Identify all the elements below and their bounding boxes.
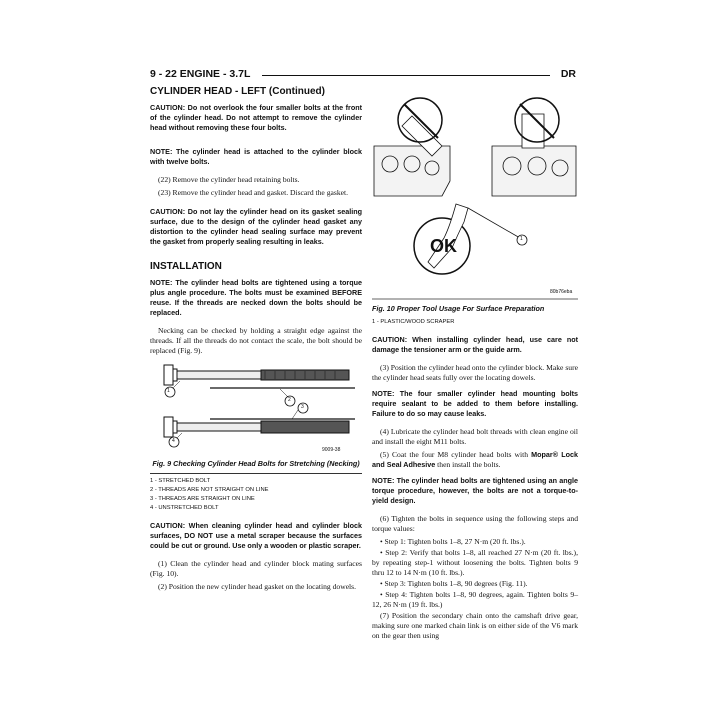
step-1: (1) Clean the cylinder head and cylinder block mating surfaces (Fig. 10). — [150, 559, 362, 578]
step-3: (3) Position the cylinder head onto the cylinder block. Make sure the cylinder head seats fully over the locating dowels. — [372, 363, 578, 382]
scraper-illustration — [372, 86, 578, 302]
figure-9-ref: 9009-38 — [322, 447, 341, 453]
figure-9 — [150, 359, 362, 457]
ok-label: OK — [430, 236, 457, 256]
step-5: (5) Coat the four M8 cylinder head bolts with Mopar® Lock and Seal Adhesive then install the bolts. — [372, 450, 578, 469]
legend-item: 1 - PLASTIC/WOOD SCRAPER — [372, 319, 455, 325]
bolt-stretch-illustration — [150, 359, 362, 457]
callout-1: 1 — [520, 236, 523, 242]
note-twelve-bolts: NOTE: The cylinder head is attached to the cylinder block with twelve bolts. — [150, 147, 362, 166]
figure-9-legend — [150, 477, 362, 513]
page-reference: 9 - 22 ENGINE - 3.7L — [150, 68, 251, 80]
figure-10-legend — [372, 318, 578, 327]
caution-metal-scraper: CAUTION: When cleaning cylinder head and cylinder block surfaces, DO NOT use a metal scraper because the surfaces could be cut or ground. Use only a wooden or plastic scraper. — [150, 521, 362, 550]
left-column — [150, 86, 362, 595]
section-code: DR — [560, 68, 576, 80]
caution-tensioner-arm: CAUTION: When installing cylinder head, use care not damage the tensioner arm or the guide arm. — [372, 335, 578, 354]
note-angle-torque: NOTE: The cylinder head bolts are tightened using an angle torque procedure, however, the bolts are not a torque-to-yield design. — [372, 476, 578, 505]
torque-step-1: • Step 1: Tighten bolts 1–8, 27 N·m (20 ft. lbs.). — [380, 537, 526, 546]
step-2: (2) Position the new cylinder head gasket on the locating dowels. — [158, 582, 357, 591]
right-column — [372, 86, 578, 644]
step-4: (4) Lubricate the cylinder head bolt threads with clean engine oil and install the eight M11 bolts. — [372, 427, 578, 446]
installation-heading: INSTALLATION — [150, 261, 222, 272]
legend-item: 1 - STRETCHED BOLT — [150, 478, 211, 484]
callout-3: 3 — [301, 404, 304, 410]
necking-paragraph: Necking can be checked by holding a straight edge against the threads. If all the threads do not contact the scale, the bolt should be replaced (Fig. 9). — [150, 326, 362, 355]
torque-step-3: • Step 3: Tighten bolts 1–8, 90 degrees (Fig. 11). — [380, 579, 528, 588]
caution-four-small-bolts: CAUTION: Do not overlook the four smaller bolts at the front of the cylinder head. Do not attempt to remove the cylinder head without removing these four bolts. — [150, 103, 362, 132]
note-torque-angle: NOTE: The cylinder head bolts are tightened using a torque plus angle procedure. The bolts must be examined BEFORE reuse. If the threads are necked down the bolts should be replaced. — [150, 278, 362, 317]
step-7: (7) Position the secondary chain onto the camshaft drive gear, making sure one marked chain link is on either side of the V6 mark on the gear then using — [372, 611, 578, 640]
page-header — [150, 68, 576, 84]
callout-1: 1 — [167, 388, 170, 394]
figure-9-divider — [150, 473, 362, 474]
caution-gasket-surface: CAUTION: Do not lay the cylinder head on its gasket sealing surface, due to the design of the cylinder head gasket any distortion to the cylinder head sealing surface may prevent the gasket from properly sealing resulting in leaks. — [150, 207, 362, 246]
mopar-adhesive: Mopar® Lock and Seal Adhesive — [372, 450, 578, 469]
section-title: CYLINDER HEAD - LEFT (Continued) — [150, 86, 325, 97]
header-rule — [262, 75, 550, 76]
callout-4: 4 — [172, 438, 175, 444]
figure-9-caption: Fig. 9 Checking Cylinder Head Bolts for Stretching (Necking) — [152, 459, 360, 468]
callout-2: 2 — [288, 397, 291, 403]
legend-item: 4 - UNSTRETCHED BOLT — [150, 505, 219, 511]
legend-item: 2 - THREADS ARE NOT STRAIGHT ON LINE — [150, 487, 269, 493]
torque-step-4: • Step 4: Tighten bolts 1–8, 90 degrees, again. Tighten bolts 9–12, 26 N·m (19 ft. lbs.) — [372, 590, 578, 609]
figure-10 — [372, 86, 578, 302]
step-23: (23) Remove the cylinder head and gasket. Discard the gasket. — [158, 188, 348, 197]
step-22: (22) Remove the cylinder head retaining bolts. — [158, 175, 300, 184]
figure-10-ref: 80b76eba — [550, 289, 573, 295]
note-sealant: NOTE: The four smaller cylinder head mounting bolts require sealant to be added to them before installing. Failure to do so may cause leaks. — [372, 389, 578, 418]
legend-item: 3 - THREADS ARE STRAIGHT ON LINE — [150, 496, 255, 502]
torque-step-2: • Step 2: Verify that bolts 1–8, all reached 27 N·m (20 ft. lbs.), by repeating step-1 without loosening the bolts. Tighten bolts 9 thru 12 to 14 N·m (10 ft. lbs.). — [372, 548, 578, 577]
step-6: (6) Tighten the bolts in sequence using the following steps and torque values: — [372, 514, 578, 533]
figure-10-caption: Fig. 10 Proper Tool Usage For Surface Preparation — [372, 304, 545, 313]
